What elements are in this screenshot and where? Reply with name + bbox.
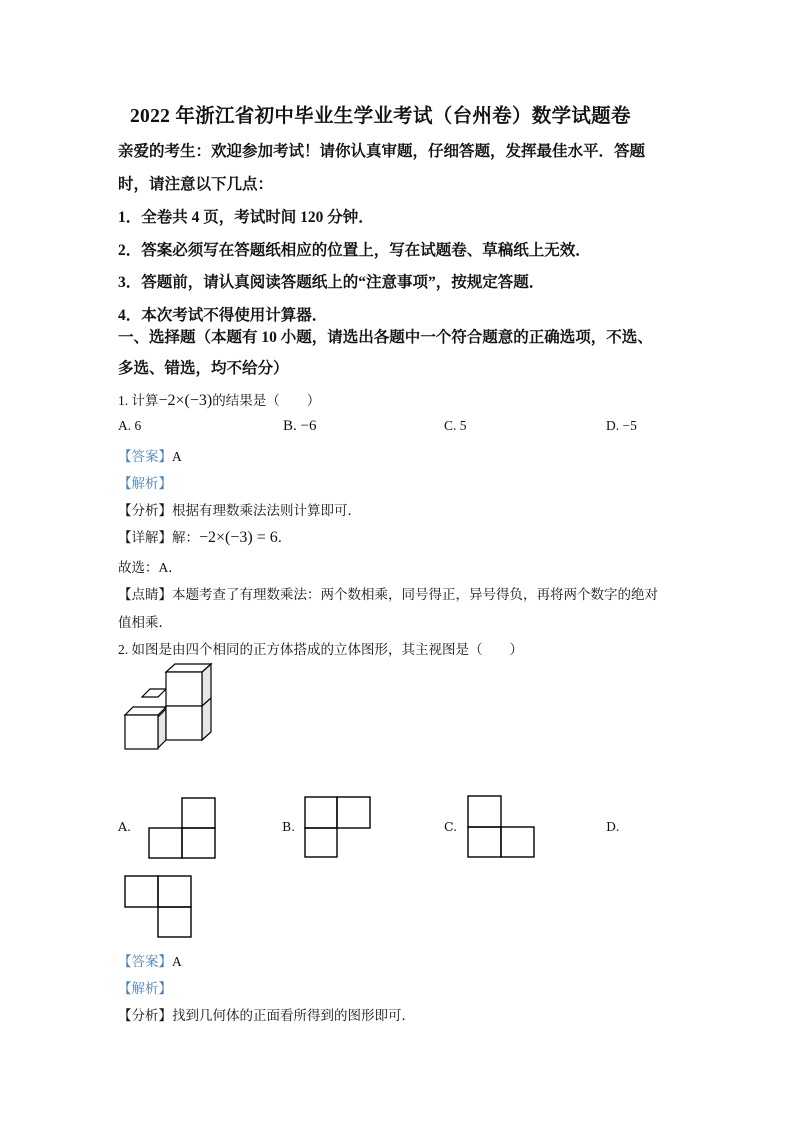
choose-q1: 故选：A．	[118, 560, 182, 575]
section-heading-line-2: 多选、错选，均不给分）	[118, 360, 289, 377]
answer-value: A	[172, 449, 182, 464]
rule-2: 2．答案必须写在答题纸相应的位置上，写在试题卷、草稿纸上无效．	[118, 242, 591, 259]
q2-option-d-label: D.	[606, 819, 620, 834]
option-d: D. −5	[606, 418, 637, 433]
question-1-stem	[118, 389, 320, 410]
fenxi-label: 【分析】	[118, 1008, 172, 1023]
analysis-label-q2: 【解析】	[118, 981, 172, 996]
q2-option-a-label: A.	[118, 819, 132, 834]
rule-1: 1．全卷共 4 页，考试时间 120 分钟．	[118, 209, 374, 226]
answer-value: A	[172, 954, 182, 969]
xiangjie-suffix: ．	[277, 530, 292, 545]
fenxi-label: 【分析】	[118, 503, 172, 518]
option-b-figure	[304, 796, 376, 860]
question-1-prefix: 1. 计算	[118, 393, 159, 408]
analysis-label-q1: 【解析】	[118, 476, 172, 491]
answer-label: 【答案】	[118, 449, 172, 464]
option-c-figure	[467, 795, 539, 859]
option-c: C. 5	[444, 418, 467, 433]
intro-line-1: 亲爱的考生：欢迎参加考试！请你认真审题，仔细答题，发挥最佳水平．答题	[118, 143, 646, 160]
intro-line-2: 时，请注意以下几点：	[118, 176, 274, 193]
option-a-figure	[147, 797, 219, 861]
dianjing-row-q1	[118, 583, 658, 603]
fenxi-text: 根据有理数乘法法则计算即可．	[172, 503, 361, 518]
answer-label: 【答案】	[118, 954, 172, 969]
q2-option-c-label: C.	[444, 819, 458, 834]
dianjing-label: 【点睛】	[118, 587, 172, 602]
xiangjie-prefix: 解：	[172, 530, 199, 545]
question-1-expression: −2×(−3)	[158, 392, 213, 409]
option-d-figure	[124, 875, 196, 939]
rule-4: 4．本次考试不得使用计算器．	[118, 307, 328, 324]
q2-option-b-label: B.	[282, 819, 296, 834]
section-heading-line-1: 一、选择题（本题有 10 小题，请选出各题中一个符合题意的正确选项，不选、	[118, 329, 653, 346]
answer-row-q2	[118, 950, 182, 970]
xiangjie-row-q1	[118, 526, 291, 547]
fenxi-row-q1	[118, 499, 361, 519]
page-title: 2022 年浙江省初中毕业生学业考试（台州卷）数学试题卷	[130, 106, 631, 127]
rule-3: 3．答题前，请认真阅读答题纸上的“注意事项”，按规定答题．	[118, 274, 545, 291]
option-b: B. −6	[283, 418, 317, 434]
question-2-stem: 2. 如图是由四个相同的正方体搭成的立体图形，其主视图是（ ）	[118, 642, 523, 657]
question-1-suffix: 的结果是（ ）	[212, 393, 321, 408]
cube-stack-figure	[120, 664, 220, 754]
xiangjie-label: 【详解】	[118, 530, 172, 545]
option-a: A. 6	[118, 418, 142, 433]
fenxi-text: 找到几何体的正面看所得到的图形即可．	[172, 1008, 415, 1023]
answer-row-q1	[118, 445, 182, 465]
fenxi-row-q2	[118, 1004, 415, 1024]
xiangjie-expression: −2×(−3) = 6	[199, 529, 278, 546]
dianjing-text: 本题考查了有理数乘法：两个数相乘，同号得正，异号得负，再将两个数字的绝对	[172, 587, 658, 602]
dianjing-line-2: 值相乘．	[118, 615, 172, 630]
